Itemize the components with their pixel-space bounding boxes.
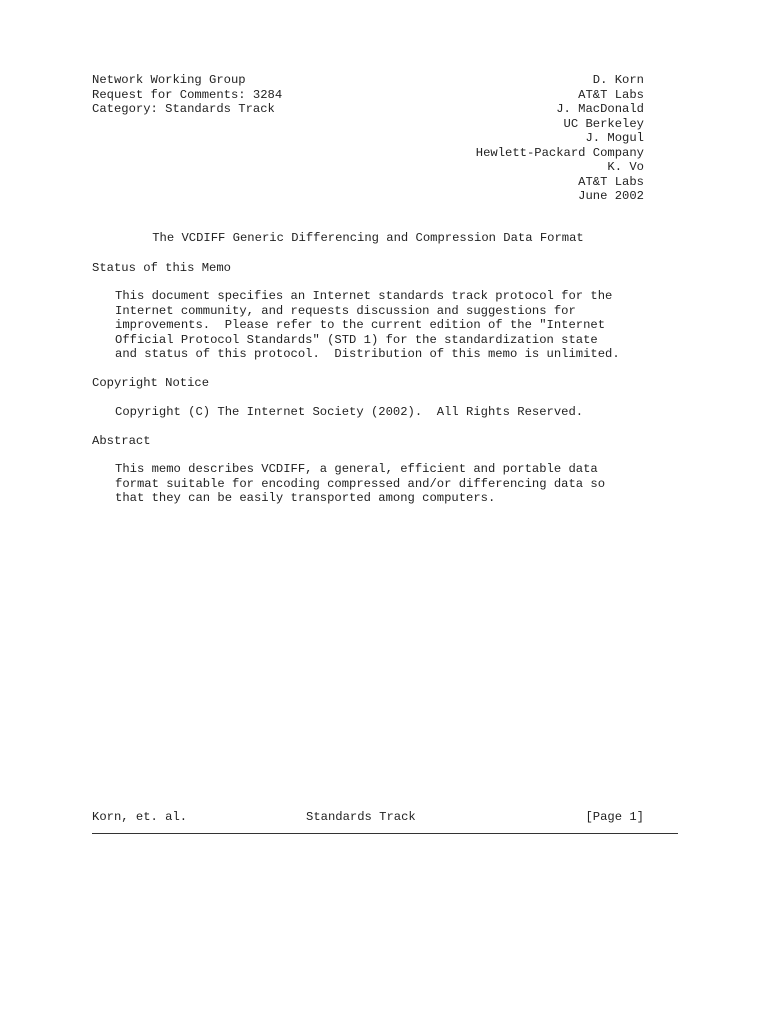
section-heading-abstract	[92, 434, 151, 449]
document-title: The VCDIFF Generic Differencing and Compression Data Format	[152, 231, 584, 245]
document-title-block	[0, 231, 736, 246]
header-right	[476, 73, 644, 204]
author-line: Hewlett-Packard Company	[475, 145, 644, 160]
section-heading-copyright	[92, 376, 209, 391]
section-body-status	[115, 289, 620, 362]
footer-category	[306, 810, 416, 825]
footer-category-text: Standards Track	[306, 810, 416, 824]
section-heading: Copyright Notice	[92, 376, 210, 390]
section-body-abstract	[115, 462, 605, 506]
footer-divider	[92, 833, 678, 834]
section-heading: Status of this Memo	[92, 261, 231, 275]
paragraph-line: This memo describes VCDIFF, a general, efficient and portable data	[115, 462, 598, 476]
header-left-line: Request for Comments: 3284	[92, 87, 283, 102]
paragraph-line: and status of this protocol. Distribution of this memo is unlimited.	[115, 347, 620, 361]
date-line: June 2002	[578, 189, 644, 203]
author-line: K. Vo	[607, 160, 644, 174]
author-line: UC Berkeley	[563, 116, 644, 131]
author-line: AT&T Labs	[578, 87, 644, 102]
paragraph-line: format suitable for encoding compressed and/or differencing data so	[115, 476, 606, 491]
paragraph-line: that they can be easily transported among computers.	[115, 491, 496, 505]
paragraph-line: Copyright (C) The Internet Society (2002). All Rights Reserved.	[115, 405, 584, 419]
paragraph-line: This document specifies an Internet standards track protocol for the	[115, 289, 613, 303]
header-left-line: Category: Standards Track	[92, 102, 275, 116]
header-left-line: Network Working Group	[92, 73, 246, 87]
author-line: AT&T Labs	[578, 174, 644, 189]
author-line: D. Korn	[592, 73, 644, 87]
footer-authors-text: Korn, et. al.	[92, 810, 188, 824]
section-body-copyright	[115, 405, 583, 420]
paragraph-line: Official Protocol Standards" (STD 1) for the standardization state	[115, 332, 598, 347]
section-heading: Abstract	[92, 434, 151, 448]
section-heading-status	[92, 261, 231, 276]
footer-page-number-text: [Page 1]	[585, 810, 644, 824]
footer-page-number	[585, 810, 644, 825]
paragraph-line: Internet community, and requests discussion and suggestions for	[115, 303, 576, 318]
author-line: J. MacDonald	[556, 102, 644, 116]
author-line: J. Mogul	[585, 131, 644, 145]
header-left	[92, 73, 282, 117]
paragraph-line: improvements. Please refer to the current edition of the "Internet	[115, 318, 606, 332]
footer-authors	[92, 810, 187, 825]
